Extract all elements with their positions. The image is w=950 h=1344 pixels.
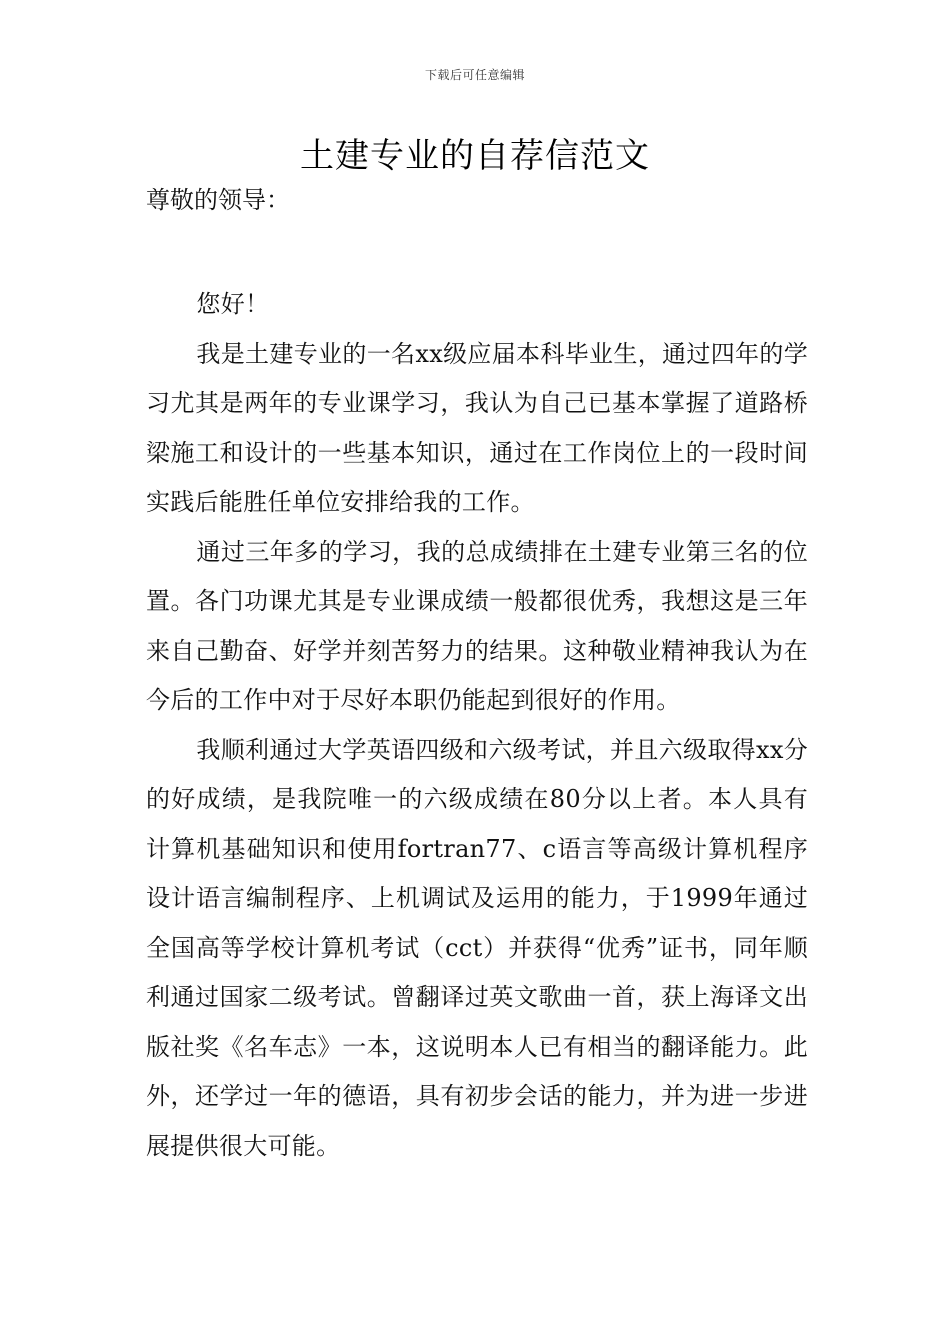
letter-body	[146, 280, 808, 1171]
paragraph-grades: 通过三年多的学习，我的总成绩排在土建专业第三名的位置。各门功课尤其是专业课成绩一般都很优秀，我想这是三年来自己勤奋、好学并刻苦努力的结果。这种敬业精神我认为在今后的工作中对于尽好本职仍能起到很好的作用。	[146, 537, 808, 714]
paragraph-greeting: 您好！	[196, 290, 270, 318]
document-title: 土建专业的自荐信范文	[300, 136, 650, 176]
header-note: 下载后可任意编辑	[424, 68, 525, 82]
salutation: 尊敬的领导：	[146, 186, 290, 214]
paragraph-skills: 我顺利通过大学英语四级和六级考试，并且六级取得xx分的好成绩，是我院唯一的六级成绩在80分以上者。本人具有计算机基础知识和使用fortran77、c语言等高级计算机程序设计语言编制程序、上机调试及运用的能力，于1999年通过全国高等学校计算机考试（cct）并获得“优秀”证书，同年顺利通过国家二级考试。曾翻译过英文歌曲一首，获上海译文出版社奖《名车志》一本，这说明本人已有相当的翻译能力。此外，还学过一年的德语，具有初步会话的能力，并为进一步进展提供很大可能。	[146, 735, 808, 1160]
paragraph-introduction: 我是土建专业的一名xx级应届本科毕业生，通过四年的学习尤其是两年的专业课学习，我认为自己已基本掌握了道路桥梁施工和设计的一些基本知识，通过在工作岗位上的一段时间实践后能胜任单位安排给我的工作。	[146, 339, 808, 516]
